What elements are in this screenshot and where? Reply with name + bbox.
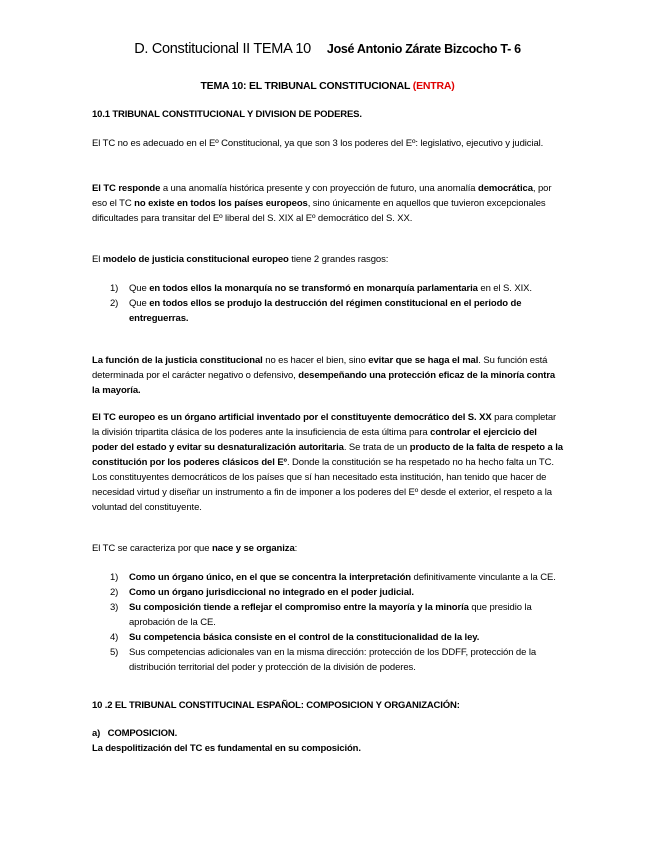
list-item: 3) Su composición tiende a reflejar el compromiso entre la mayoría y la minoría que presidio la aprobación de la CE. <box>110 602 532 628</box>
paragraph-6: El TC se caracteriza por que nace y se organiza: <box>92 543 298 554</box>
list-item: 5) Sus competencias adicionales van en la misma dirección: protección de los DDFF, protección de la distribución territorial del poder y protección de la división de poderes. <box>110 647 537 673</box>
caracteristicas-list <box>92 570 564 675</box>
topic-title-tag: (ENTRA) <box>412 80 455 92</box>
list-item: 1) Como un órgano único, en el que se concentra la interpretación definitivamente vinculante a la CE. <box>110 572 556 583</box>
list-item: 2) Que en todos ellos se produjo la destrucción del régimen constitucional en el periodo de entreguerras. <box>110 298 522 324</box>
document-title: D. Constitucional II TEMA 10 <box>134 41 311 57</box>
paragraph-5: El TC europeo es un órgano artificial inventado por el constituyente democrático del S. XX para completar la división tripartita clásica de los poderes ante la insuficiencia de esta última para controlar el ejercicio del poder del estado y evitar su desnaturalización autoritaria. Se trata de un producto de la falta de respeto a la constitución por los poderes clásicos del Eº. Donde la constitución se ha respetado no ha hecho falta un TC. Los constituyentes democráticos de los países que sí han necesitado esta institución, han tenido que hacer de necesidad virtud y diseñar un instrumento a fin de imponer a los poderes del Eº desde el exterior, el respeto a la voluntad del constituyente. <box>92 412 563 513</box>
paragraph-2: El TC responde a una anomalía histórica presente y con proyección de futuro, una anomalía democrática, por eso el TC no existe en todos los países europeos, sino únicamente en aquellos que tuvieron excepcionales dificultades para transitar del Eº liberal del S. XIX al Eº democrático del S. XX. <box>92 183 552 224</box>
section-heading-2: 10 .2 EL TRIBUNAL CONSTITUCINAL ESPAÑOL: COMPOSICION Y ORGANIZACIÓN: <box>92 700 460 711</box>
rasgos-list <box>92 281 564 326</box>
subsection-heading: a) COMPOSICION. <box>92 728 178 739</box>
author-name: José Antonio Zárate Bizcocho T- 6 <box>326 42 521 56</box>
paragraph-1: El TC no es adecuado en el Eº Constitucional, ya que son 3 los poderes del Eº: legislativo, ejecutivo y judicial. <box>92 138 544 149</box>
paragraph-3: El modelo de justicia constitucional europeo tiene 2 grandes rasgos: <box>92 254 389 265</box>
page-header <box>0 41 655 57</box>
subsection-text: La despolitización del TC es fundamental en su composición. <box>92 743 361 754</box>
list-item: 4) Su competencia básica consiste en el control de la constitucionalidad de la ley. <box>110 632 480 643</box>
section-heading-1: 10.1 TRIBUNAL CONSTITUCIONAL Y DIVISION DE PODERES. <box>92 109 362 120</box>
list-item: 1) Que en todos ellos la monarquía no se transformó en monarquía parlamentaria en el S. XIX. <box>110 283 532 294</box>
topic-title-main: TEMA 10: EL TRIBUNAL CONSTITUCIONAL <box>200 80 411 92</box>
list-item: 2) Como un órgano jurisdiccional no integrado en el poder judicial. <box>110 587 414 598</box>
paragraph-4: La función de la justicia constitucional no es hacer el bien, sino evitar que se haga el mal. Su función está determinada por el carácter negativo o defensivo, desempeñando una protección eficaz de la minoría contra la mayoría. <box>92 355 556 396</box>
topic-title <box>0 80 655 92</box>
